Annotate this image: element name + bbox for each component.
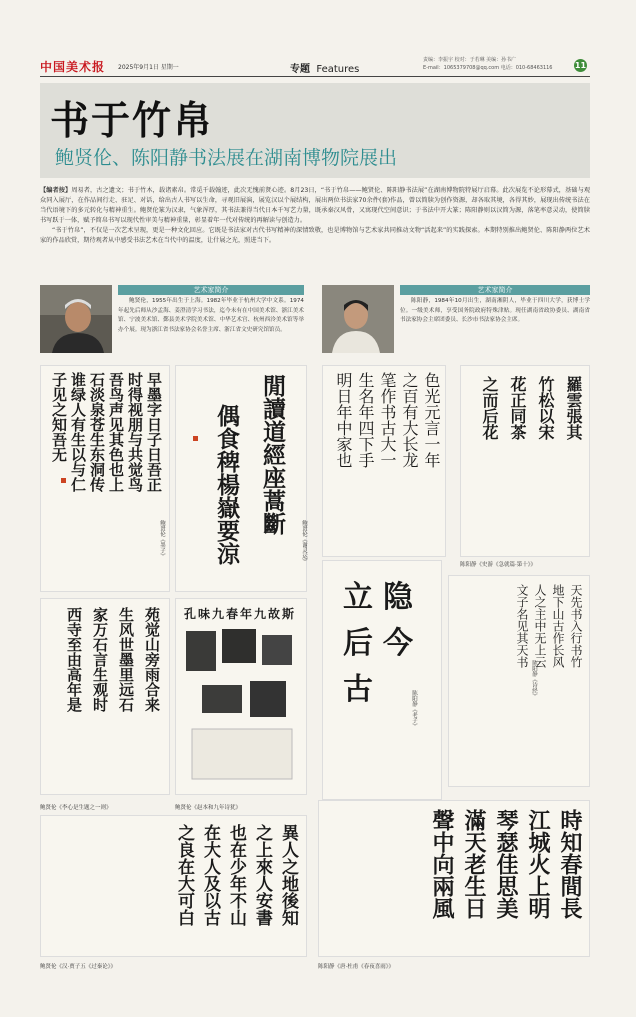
artwork-text: 生风世墨里远石 xyxy=(117,607,135,712)
artwork-chen-5 xyxy=(318,800,590,957)
artwork-bao-2 xyxy=(175,365,307,592)
artwork-caption: 鲍贤伦《墨子》 xyxy=(159,520,165,559)
artwork-char: 立 xyxy=(343,580,373,615)
artwork-caption: 鲍贤伦《李心是生题之一则》 xyxy=(40,805,112,811)
editor-contacts xyxy=(423,56,573,72)
contacts-line-2: E-mail：1065379708@qq.com 电话：010-68463116 xyxy=(423,65,553,71)
artwork-text: 竹松以宋 xyxy=(536,376,555,440)
artwork-text: 子见之知吾无 xyxy=(50,372,68,462)
artwork-text: 色光元言一年 xyxy=(422,372,441,468)
artwork-text: 異人之地後知 xyxy=(278,824,298,926)
artwork-caption: 鲍贤伦《赵本和九年诗犹》 xyxy=(175,805,242,811)
artwork-chen-1 xyxy=(322,365,446,557)
bio-header-bao: 艺术家简介 xyxy=(118,285,304,295)
artist-photo-chen xyxy=(322,285,394,353)
artwork-text: 家万石言生观时 xyxy=(91,607,109,712)
editor-note-paragraph-2: “书于竹帛”，不仅是一次艺术呈现，更是一种文化回应。它既是书法家对古代书写精神的深情致敬，也是博物馆与艺术家共同推动文物“活起来”的实践探索。本期特别推出鲍贤伦、陈阳静两位艺术家的作品欣赏，期待观者从中感受书法艺术在当代中的温度，让什展之光，照进当下。 xyxy=(40,227,590,244)
artwork-text: 苑觉山旁雨合来 xyxy=(143,607,161,712)
artwork-text: 西寺至由高年是 xyxy=(65,607,83,712)
artwork-caption: 鲍贤伦《汉·贾子五《过秦论》》 xyxy=(40,964,116,970)
artwork-text: 偶食稗楊嶽要涼 xyxy=(213,404,240,565)
artwork-text: 天先书入行书竹 xyxy=(569,584,583,668)
bio-text-bao: 鲍贤伦，1955年出生于上海。1982年毕业于杭州大学中文系。1974年起先后师从沙孟海、姜澄清学习书法，迄今未有在中国美术馆、浙江美术馆、宁波美术馆、鄞县美术学院美术馆、中华艺术宫、杭州西泠美术馆等举办个展。现为浙江省书法家协会名誉主席、浙江省文史研究馆馆员。 xyxy=(118,298,304,333)
editor-note xyxy=(40,186,590,246)
artwork-char: 隐 xyxy=(383,580,413,615)
artwork-caption: 陈阳静《诗经》 xyxy=(531,660,537,699)
page-title: 书于竹帛 xyxy=(50,99,215,144)
page-number-badge: 11 xyxy=(574,61,587,70)
artwork-text: 之良在大可白 xyxy=(174,824,194,926)
artwork-text: 在大人及以古 xyxy=(200,824,220,926)
artwork-text: 人之主中无上云 xyxy=(533,584,547,668)
rubbing-fragments-icon xyxy=(182,625,300,785)
artwork-text: 聲中向兩風 xyxy=(429,809,455,919)
seal-stamp xyxy=(193,436,198,441)
newspaper-masthead: 中国美术报 xyxy=(40,60,106,74)
artwork-bao-3 xyxy=(40,598,170,795)
artwork-text: 花正同茶 xyxy=(508,376,527,440)
artwork-text: 琴瑟佳思美 xyxy=(493,809,519,919)
section-label xyxy=(290,60,359,75)
artwork-bao-4 xyxy=(175,598,307,795)
artwork-caption: 鲍贤伦《谢灵运》 xyxy=(301,520,307,564)
artwork-bao-1 xyxy=(40,365,170,592)
artwork-text: 石淡泉苍生东洞传 xyxy=(88,372,106,492)
bio-text-chen: 陈阳静，1984年10月出生，湖南湘阴人，毕业于四川大学，获博士学位。一级美术师，享受国务院政府特殊津贴。现任湖南省政协委员、湖南省书法家协会主席团委员、长沙市书法家协会主席。 xyxy=(400,298,590,323)
artwork-text: 羅雲張其 xyxy=(564,376,583,440)
editor-note-text-1: 周易者，古之遗文；书于竹木，载诸素帛。常觅千载翰迹，此次无愧前贤心迹。8月23日，“书于竹帛——鲍贤伦、陈阳静书法展”在湖南博物院特展厅启幕。此次展览不论形幕式，基础与观众同入展厅，在作品间行走、驻足、对话，给出古人书写以生命，寻观旧展演，展览汉以个展结构，展出两位书法家70余件(套)作品，曾以简牍为创作资源，却各取其境，各得其妙，展现出传统书法在当代语境下的多元转化与精神重生。鲍贤伦篆为汉隶，气象浑厚，其书法兼得当代日本千写艺力量，既承秦汉风骨，又寓现代空间意识；于书法中开大篆；陈阳静则以汉简为源，落笔率意灵动，使简牍书写跃于一体，赋予简帛书写以现代性审美与精神重量，彰显着年一代对传统的再解读与创造力。 xyxy=(40,187,591,224)
header-divider xyxy=(40,76,590,77)
artwork-text: 文子名见其天书 xyxy=(515,584,529,668)
page-subtitle: 鲍贤伦、陈阳静书法展在湖南博物院展出 xyxy=(55,147,398,169)
artwork-text: 吾鸟声见其色也上 xyxy=(107,372,125,492)
artwork-text: 時知春間長 xyxy=(557,809,583,919)
editor-note-tag: 【编者按】 xyxy=(40,187,72,194)
artwork-chen-2 xyxy=(460,365,590,557)
contacts-line-1: 责编：李振宇 校对：于若琳 美编：孙书广 xyxy=(423,57,517,63)
seal-stamp xyxy=(61,478,66,483)
artwork-text: 时得视朋与共觉鸟 xyxy=(126,372,144,492)
portrait-photo-icon xyxy=(322,285,394,353)
section-name-en: Features xyxy=(316,64,360,75)
issue-date: 2025年9月1日 星期一 xyxy=(118,64,179,71)
artwork-text: 閒讀道經座蒿斷 xyxy=(259,374,286,535)
artwork-text: 笔作书古大一 xyxy=(378,372,397,468)
artwork-text-grid xyxy=(343,575,433,713)
artwork-text: 之而后花 xyxy=(480,376,499,440)
artwork-text: 地下山古作长风 xyxy=(551,584,565,668)
artwork-text: 之上來人安書 xyxy=(252,824,272,926)
artwork-chen-3 xyxy=(322,560,442,800)
editor-note-paragraph-1 xyxy=(40,186,590,226)
artwork-chen-4 xyxy=(448,575,590,787)
artwork-text: 生名年四下手 xyxy=(356,372,375,468)
artwork-char: 古 xyxy=(343,672,373,707)
artwork-text: 江城火上明 xyxy=(525,809,551,919)
artwork-bao-5 xyxy=(40,815,307,957)
artist-photo-bao xyxy=(40,285,112,353)
artwork-text: 也在少年不山 xyxy=(226,824,246,926)
artwork-text: 明日年中家也 xyxy=(334,372,353,468)
section-name: 专题 xyxy=(290,64,310,75)
artwork-caption: 陈阳静《老子》 xyxy=(411,690,417,729)
portrait-photo-icon xyxy=(40,285,112,353)
bio-header-chen: 艺术家简介 xyxy=(400,285,590,295)
artwork-text: 滿天老生日 xyxy=(461,809,487,919)
artwork-char: 后 xyxy=(343,626,373,661)
artwork-text: 之百有大长龙 xyxy=(400,372,419,468)
artwork-text: 谁绿人有生以与仁 xyxy=(69,372,87,492)
artwork-text: 孔味九春年九故斯 xyxy=(184,607,297,621)
artwork-caption: 陈阳静《史游《急就篇·第十》》 xyxy=(460,562,536,568)
artwork-char: 今 xyxy=(383,626,413,661)
artwork-caption: 陈阳静《唐·杜甫《春夜喜雨》》 xyxy=(318,964,394,970)
artwork-text: 早墨字日子日吾正 xyxy=(145,372,163,492)
